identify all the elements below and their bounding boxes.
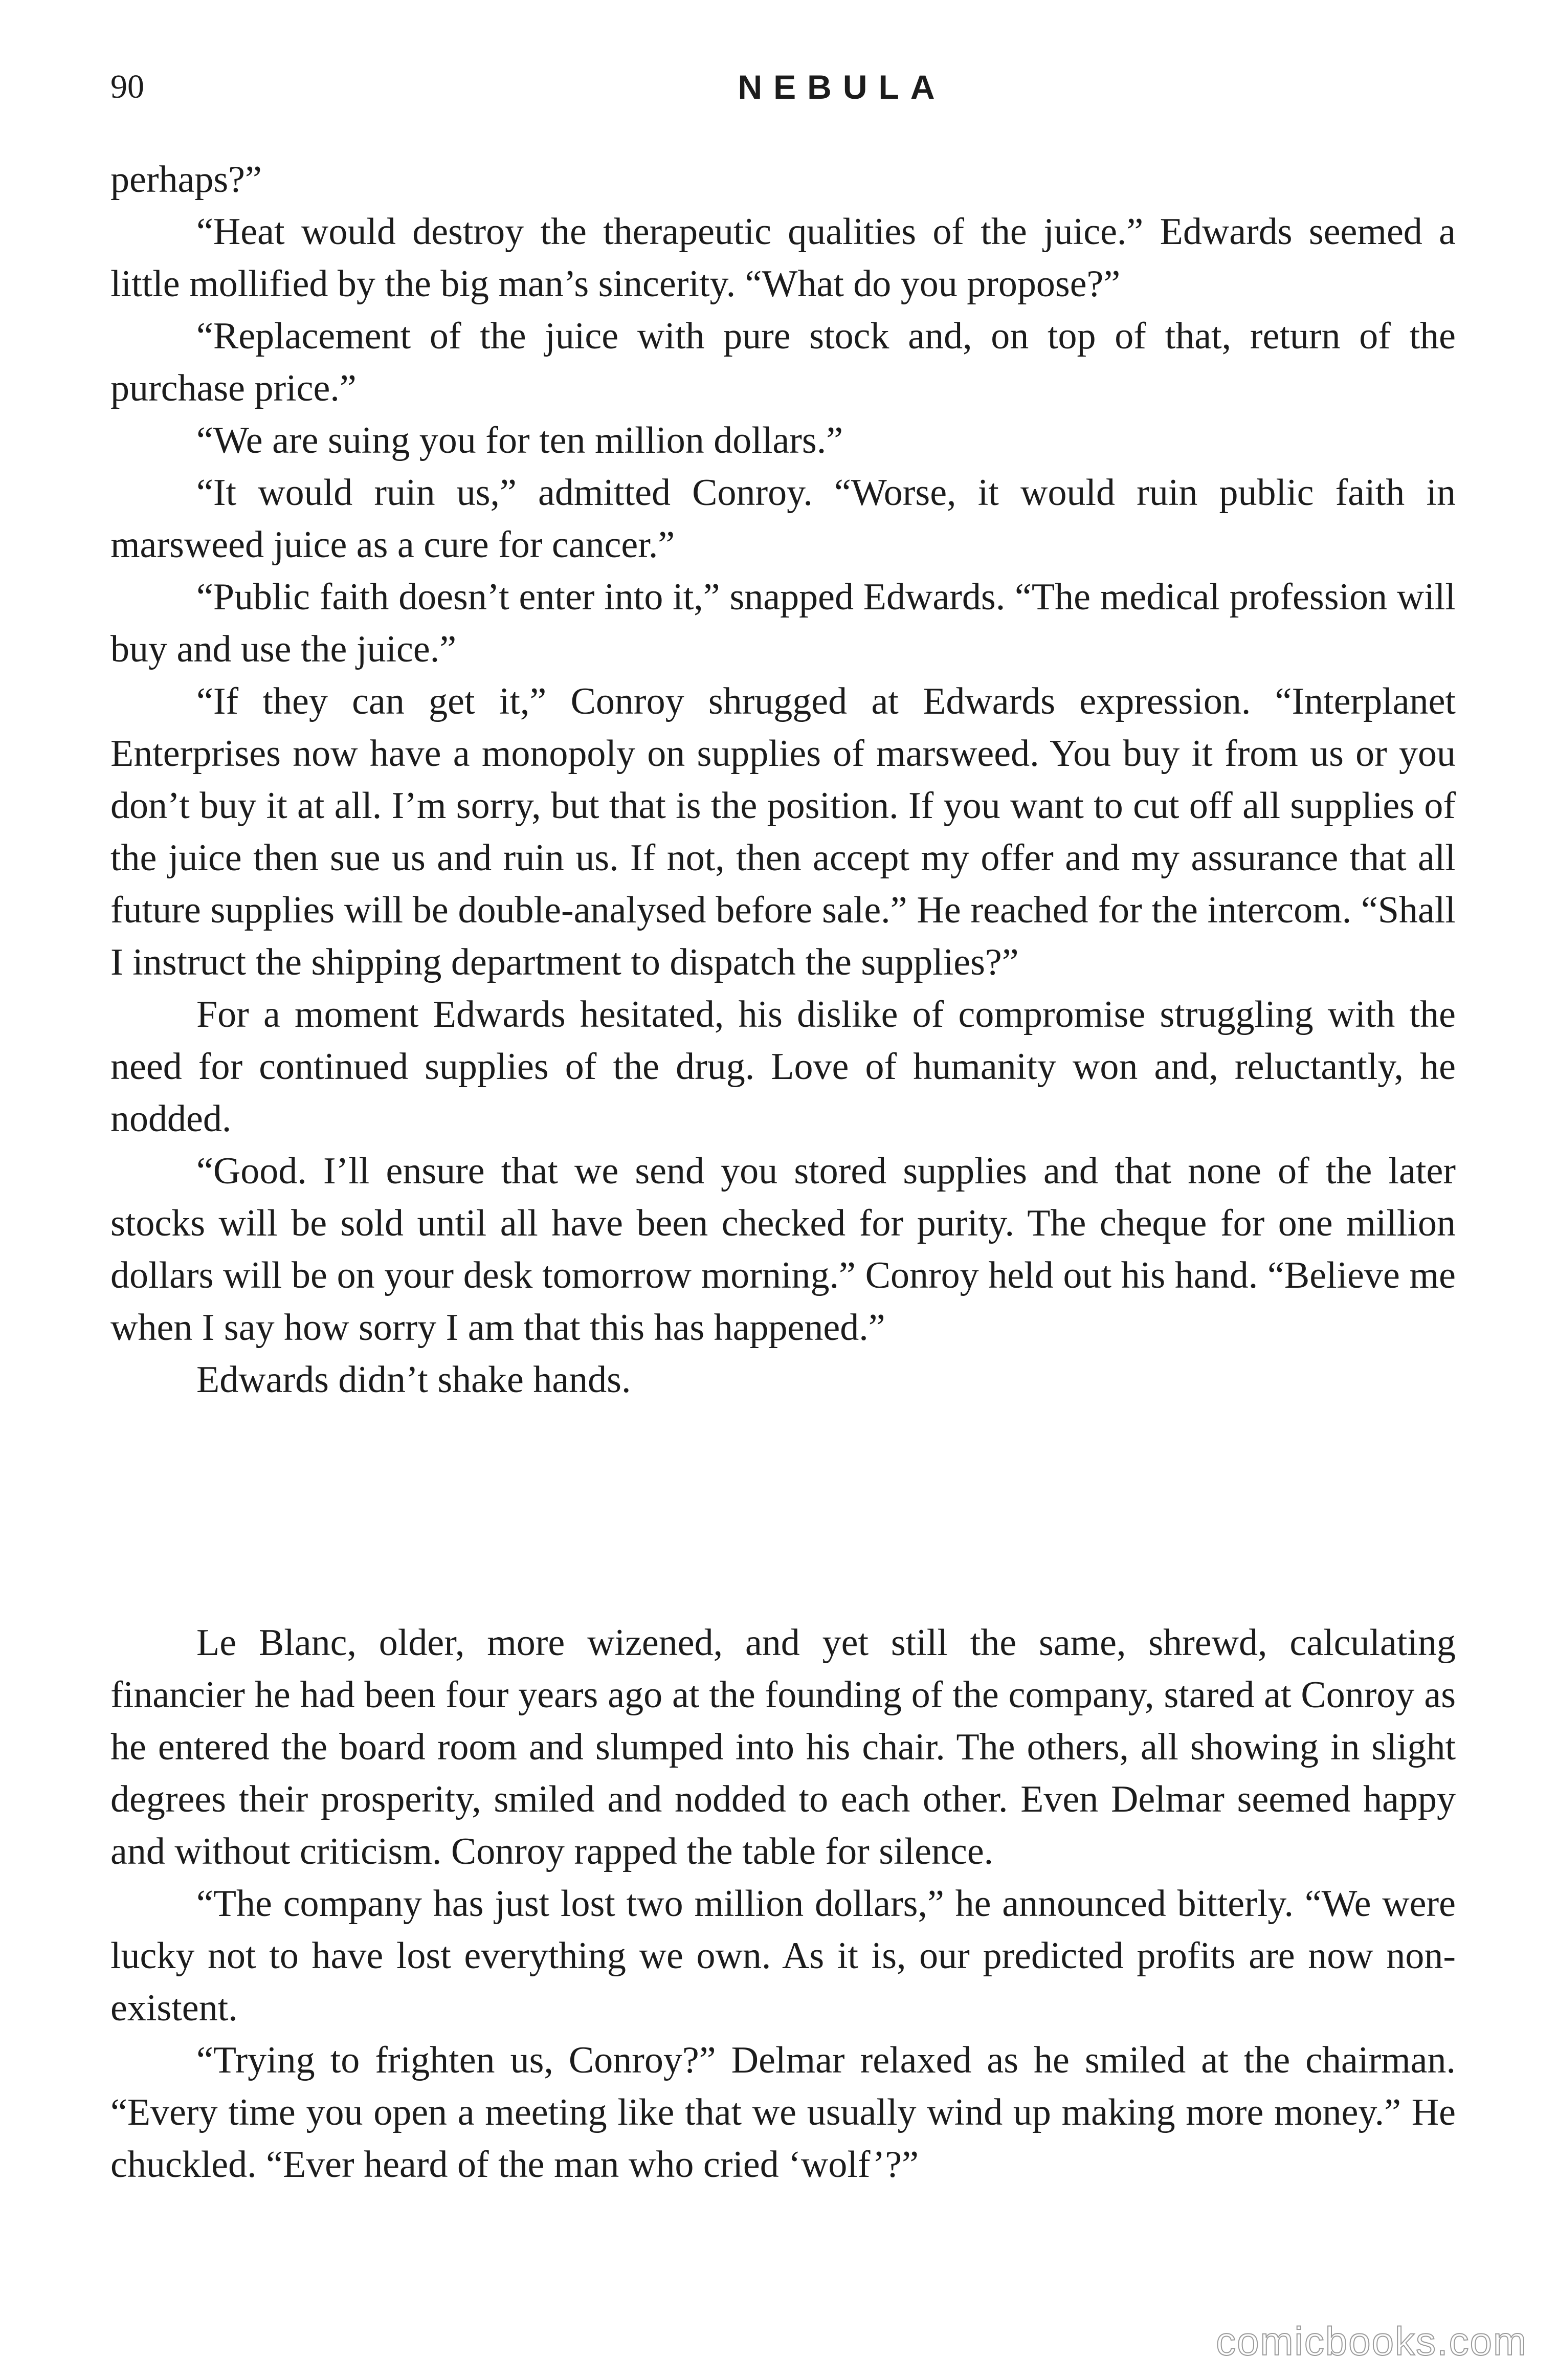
paragraph: “The company has just lost two million dollars,” he announced bitterly. “We were lucky not to have lost everything we own. As it is, our predicted profits are now non-existent. [110, 1883, 1456, 2029]
paragraph: “If they can get it,” Conroy shrugged at Edwards expression. “Interplanet Enterprises now have a monopoly on supplies of marsweed. You buy it from us or you don’t buy it at all. I’m sorry, but that is the position. If you want to cut off all supplies of the juice then sue us and ruin us. If not, then accept my offer and my assurance that all future supplies will be double-analysed before sale.” He reached for the intercom. “Shall I instruct the shipping department to dispatch the supplies?” [110, 680, 1456, 983]
paragraph: For a moment Edwards hesitated, his dislike of compromise struggling with the need for continued supplies of the drug. Love of humanity won and, reluctantly, he nodded. [110, 994, 1456, 1140]
paragraph: “Public faith doesn’t enter into it,” snapped Edwards. “The medical profession will buy and use the juice.” [110, 576, 1456, 670]
watermark: comicbooks.com [1216, 2319, 1527, 2364]
paragraph: Le Blanc, older, more wizened, and yet still the same, shrewd, calculating financier he had been four years ago at the founding of the company, stared at Conroy as he entered the board room and slumped into his chair. The others, all showing in slight degrees their prosperity, smiled and nodded to each other. Even Delmar seemed happy and without criticism. Conroy rapped the table for silence. [110, 1622, 1456, 1872]
paragraph: “Heat would destroy the therapeutic qualities of the juice.” Edwards seemed a little mollified by the big man’s sincerity. “What do you propose?” [110, 211, 1456, 305]
paragraph: “Good. I’ll ensure that we send you stored supplies and that none of the later stocks will be sold until all have been checked for purity. The cheque for one million dollars will be on your desk tomorrow morning.” Conroy held out his hand. “Believe me when I say how sorry I am that this has happened.” [110, 1150, 1456, 1349]
paragraph: “Trying to frighten us, Conroy?” Delmar relaxed as he smiled at the chairman. “Every time you open a meeting like that we usually wind up making more money.” He chuckled. “Ever heard of the man who cried ‘wolf’?” [110, 2039, 1456, 2186]
paragraph: “We are suing you for ten million dollars.” [196, 420, 843, 461]
paragraph: “Replacement of the juice with pure stock and, on top of that, return of the purchase price.” [110, 315, 1456, 409]
page-header [110, 61, 1456, 113]
page-number: 90 [110, 68, 144, 105]
running-title: NEBULA [738, 68, 946, 106]
paragraph: perhaps?” [110, 159, 262, 201]
paragraph: Edwards didn’t shake hands. [196, 1359, 631, 1401]
paragraph: “It would ruin us,” admitted Conroy. “Worse, it would ruin public faith in marsweed juice as a cure for cancer.” [110, 472, 1456, 566]
body-text-section-1 [110, 153, 1456, 1406]
body-text-section-2 [110, 1617, 1456, 2191]
